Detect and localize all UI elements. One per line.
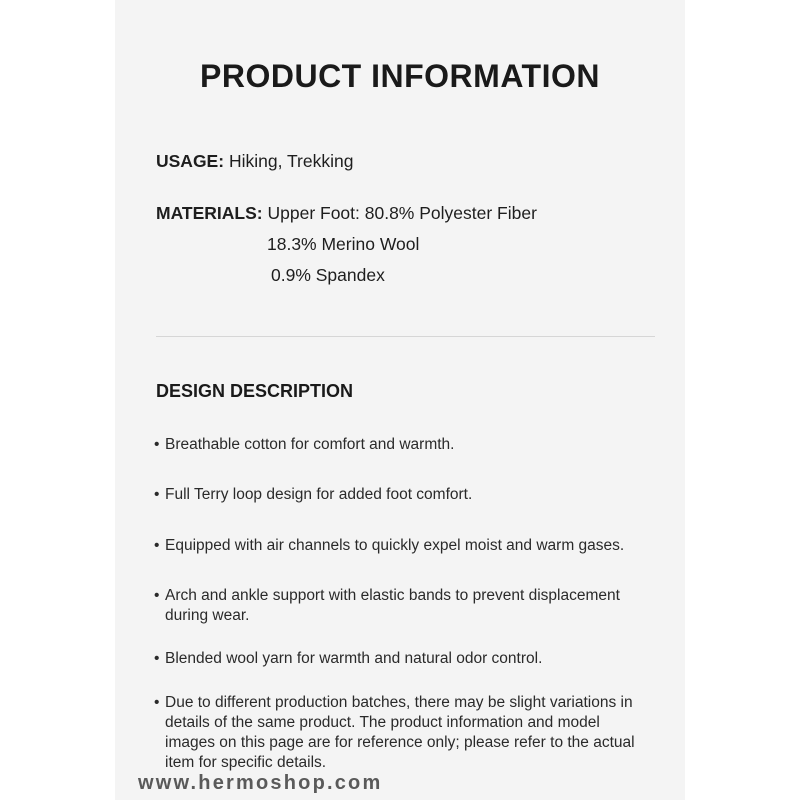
bullet-dot: • — [154, 537, 160, 554]
usage-label: USAGE: — [156, 151, 225, 171]
page-title: PRODUCT INFORMATION — [200, 58, 600, 94]
design-bullet-text: Arch and ankle support with elastic bands to prevent displacement during wear. — [165, 587, 620, 624]
bullet-dot: • — [154, 436, 160, 453]
design-bullet-text: Breathable cotton for comfort and warmth. — [165, 436, 455, 453]
bullet-dot: • — [154, 694, 160, 711]
watermark-url: www.hermoshop.com — [138, 772, 383, 794]
design-bullet-item — [154, 435, 654, 455]
bullet-dot: • — [154, 587, 160, 604]
design-bullet-item — [154, 536, 654, 556]
design-bullet-text: Blended wool yarn for warmth and natural odor control. — [165, 650, 543, 667]
design-bullet-item — [154, 485, 654, 505]
usage-value: Hiking, Trekking — [228, 151, 354, 171]
design-bullet-text: Equipped with air channels to quickly expel moist and warm gases. — [165, 537, 625, 554]
usage-row — [156, 150, 353, 172]
design-bullet-item — [154, 649, 654, 669]
materials-line-2: 18.3% Merino Wool — [267, 234, 420, 254]
materials-line-1: Upper Foot: 80.8% Polyester Fiber — [267, 203, 537, 223]
design-bullet-text: Full Terry loop design for added foot comfort. — [165, 486, 473, 503]
materials-row — [156, 202, 537, 224]
materials-line-3: 0.9% Spandex — [271, 265, 385, 285]
design-description-title: DESIGN DESCRIPTION — [156, 381, 354, 401]
bullet-dot: • — [154, 650, 160, 667]
section-divider — [156, 336, 655, 337]
design-bullet-item — [154, 693, 654, 773]
design-bullet-text: Due to different production batches, there may be slight variations in details of the same product. The product information and model images on this page are for reference only; please refer to the actual item for specific details. — [165, 694, 635, 771]
design-bullet-item — [154, 586, 654, 626]
materials-label: MATERIALS: — [156, 203, 263, 223]
bullet-dot: • — [154, 486, 160, 503]
